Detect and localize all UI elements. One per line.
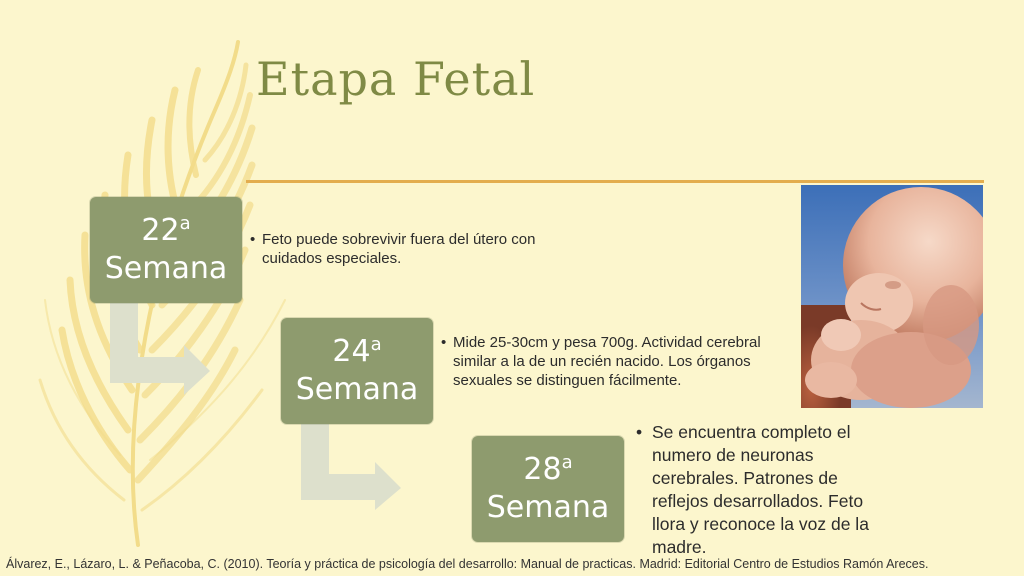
bullet-marker: •: [636, 422, 643, 442]
arrow-connector-1: [108, 303, 212, 395]
bullet-marker: •: [250, 231, 256, 248]
title-divider: [246, 180, 984, 183]
stage-description-week-22: [250, 230, 590, 268]
stage-week-number: 24: [332, 334, 371, 369]
stage-week-superscript: a: [179, 213, 191, 234]
stage-week-number: 28: [523, 452, 562, 487]
stage-week-superscript: a: [370, 334, 382, 355]
arrow-connector-2: [299, 424, 403, 510]
stage-box-week-22: [90, 197, 242, 303]
fetus-photo: [801, 185, 983, 408]
stage-description-text: Feto puede sobrevivir fuera del útero con cuidados especiales.: [262, 231, 536, 267]
stage-description-week-28: [636, 421, 871, 559]
stage-week-superscript: a: [561, 452, 573, 473]
stage-week-label: Semana: [486, 490, 610, 525]
stage-week-label: Semana: [104, 251, 228, 286]
stage-box-week-28: [472, 436, 624, 542]
stage-week-number: 22: [141, 213, 180, 248]
stage-description-week-24: [441, 333, 796, 390]
citation: Álvarez, E., Lázaro, L. & Peñacoba, C. (2010). Teoría y práctica de psicología del desarrollo: Manual de practicas. Madrid: Editorial Centro de Estudios Ramón Areces.: [6, 557, 929, 571]
stage-description-text: Mide 25-30cm y pesa 700g. Actividad cerebral similar a la de un recién nacido. Los órganos sexuales se distinguen fácilmente.: [453, 334, 761, 389]
bullet-marker: •: [441, 334, 447, 351]
stage-box-week-24: [281, 318, 433, 424]
stage-description-text: Se encuentra completo el numero de neuronas cerebrales. Patrones de reflejos desarrollados. Feto llora y reconoce la voz de la madre.: [652, 422, 869, 557]
stage-week-label: Semana: [295, 372, 419, 407]
page-title: Etapa Fetal: [256, 52, 536, 106]
